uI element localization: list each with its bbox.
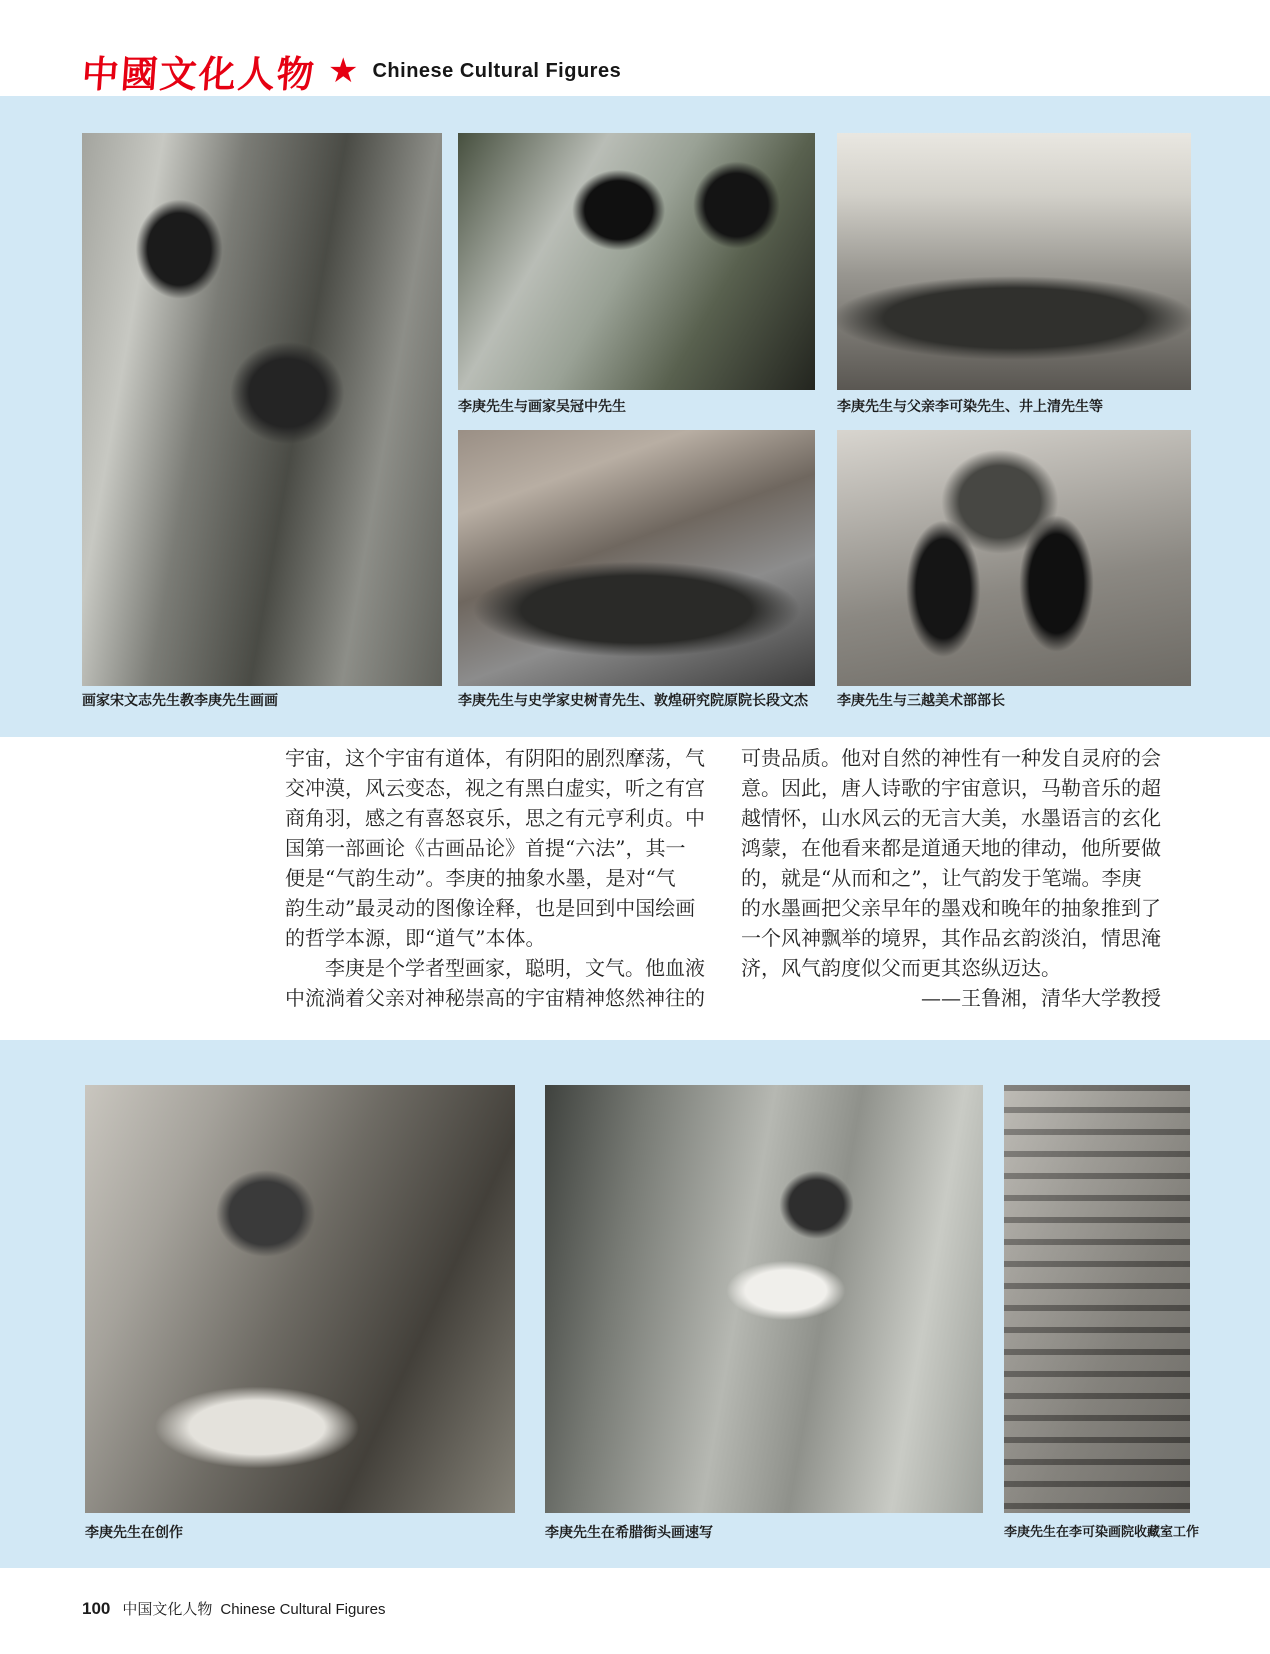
article-line: 鸿蒙，在他看来都是道通天地的律动，他所要做 — [741, 836, 1161, 860]
photo-li-geng-sketching-greece-street — [545, 1085, 983, 1513]
photo-caption: 李庚先生在创作 — [85, 1524, 183, 1540]
article-line: 济，风气韵度似父而更其恣纵迈达。 — [741, 956, 1061, 980]
photo-caption: 李庚先生与史学家史树青先生、敦煌研究院原院长段文杰 — [458, 692, 808, 708]
photo-caption: 画家宋文志先生教李庚先生画画 — [82, 692, 278, 708]
article-text-block — [285, 743, 1161, 1015]
article-column-right — [741, 743, 1161, 1013]
article-line: 的哲学本源，即“道气”本体。 — [285, 926, 546, 950]
article-line: 意。因此，唐人诗歌的宇宙意识，马勒音乐的超 — [741, 776, 1161, 800]
photo-caption: 李庚先生在李可染画院收藏室工作 — [1004, 1524, 1200, 1539]
star-icon: ★ — [328, 52, 359, 90]
article-line: 越情怀，山水风云的无言大美，水墨语言的玄化 — [741, 806, 1161, 830]
article-line: 商角羽，感之有喜怒哀乐，思之有元亨利贞。中 — [285, 806, 705, 830]
article-attribution: ——王鲁湘，清华大学教授 — [921, 986, 1161, 1010]
magazine-logo-en: Chinese Cultural Figures — [372, 59, 622, 82]
article-line: 李庚是个学者型画家，聪明，文气。他血液 — [285, 956, 705, 980]
article-line: 交冲漠，风云变态，视之有黑白虚实，听之有宫 — [285, 776, 705, 800]
photo-li-geng-creating — [85, 1085, 515, 1513]
page-footer — [82, 1598, 385, 1619]
article-line: 便是“气韵生动”。李庚的抽象水墨，是对“气 — [285, 866, 676, 890]
photo-caption: 李庚先生在希腊街头画速写 — [545, 1524, 713, 1540]
article-line: 可贵品质。他对自然的神性有一种发自灵府的会 — [741, 746, 1161, 770]
article-column-left — [285, 743, 705, 1013]
article-line: 宇宙，这个宇宙有道体，有阴阳的剧烈摩荡，气 — [285, 746, 705, 770]
article-line: 一个风神飘举的境界，其作品玄韵淡泊，情思淹 — [741, 926, 1161, 950]
footer-magazine-cn: 中国文化人物 — [122, 1601, 213, 1618]
photo-caption: 李庚先生与父亲李可染先生、井上清先生等 — [837, 398, 1103, 414]
article-line: 的，就是“从而和之”，让气韵发于笔端。李庚 — [741, 866, 1142, 890]
photo-caption: 李庚先生与画家吴冠中先生 — [458, 398, 626, 414]
page-number: 100 — [82, 1599, 111, 1618]
article-line: 国第一部画论《古画品论》首提“六法”，其一 — [285, 836, 686, 860]
photo-li-geng-with-wu-guanzhong — [458, 133, 815, 390]
photo-li-geng-with-mitsukoshi-art-director — [837, 430, 1191, 686]
page-header — [0, 0, 1270, 96]
photo-li-geng-with-li-keran-inoue-kiyoshi — [837, 133, 1191, 390]
article-line: 的水墨画把父亲早年的墨戏和晚年的抽象推到了 — [741, 896, 1161, 920]
photo-li-geng-with-shi-shuqing-duan-wenjie — [458, 430, 815, 686]
article-line: 中流淌着父亲对神秘崇高的宇宙精神悠然神往的 — [285, 986, 705, 1010]
footer-magazine-en: Chinese Cultural Figures — [220, 1601, 386, 1618]
magazine-logo-cn: 中國文化人物 — [80, 52, 318, 96]
photo-caption: 李庚先生与三越美术部部长 — [837, 692, 1005, 708]
photo-song-wenzhi-teaching-li-geng — [82, 133, 442, 686]
article-line: 韵生动”最灵动的图像诠释，也是回到中国绘画 — [285, 896, 696, 920]
magazine-logo — [82, 44, 621, 98]
photo-li-geng-li-keran-academy-storage — [1004, 1085, 1190, 1513]
